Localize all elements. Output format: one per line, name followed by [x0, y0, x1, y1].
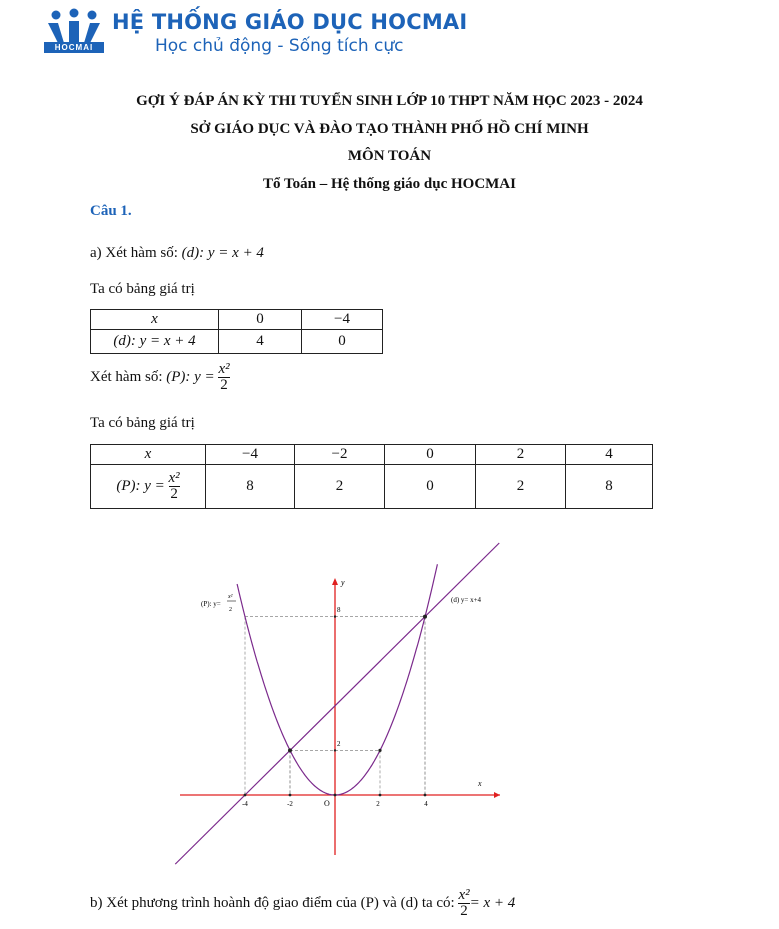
d-line-label: (d) y= x+4 [451, 596, 482, 604]
origin-label: O [324, 799, 330, 808]
table-p-row-label: (P): y = [116, 477, 165, 494]
x-tick-label: 4 [424, 800, 428, 808]
table-cell: 0 [219, 310, 302, 330]
line-d [175, 543, 499, 864]
y-tick-label: 8 [337, 606, 341, 614]
table-cell: 4 [566, 445, 653, 465]
x-tick-point [424, 794, 427, 797]
d-function: (d): y = x + 4 [181, 245, 264, 261]
table-cell: −4 [302, 310, 383, 330]
table-cell: 8 [566, 465, 653, 509]
x-axis-arrow [494, 792, 500, 798]
brand-title: HỆ THỐNG GIÁO DỤC HOCMAI [112, 10, 468, 34]
p-denominator: 2 [460, 903, 468, 919]
brand-slogan: Học chủ động - Sống tích cực [155, 36, 404, 56]
table-cell: 2 [295, 465, 385, 509]
x-tick-label: -2 [287, 800, 293, 808]
p-intro: Xét hàm số: [90, 368, 167, 385]
part-b-rhs: = x + 4 [469, 894, 516, 911]
parabola-curve [237, 564, 437, 795]
table-cell: 0 [385, 465, 476, 509]
graph-layer [175, 543, 500, 864]
curve-point [378, 749, 381, 752]
p-curve-label: (P): y= [201, 600, 221, 608]
question-label: Câu 1. [90, 203, 132, 219]
table-cell: x [91, 310, 219, 330]
x-tick-point [289, 794, 292, 797]
table-cell: 0 [302, 330, 383, 354]
p-numerator: x² [168, 470, 180, 486]
table-cell: x [91, 445, 206, 465]
x-tick-label: -4 [242, 800, 248, 808]
part-b-fraction [458, 888, 469, 919]
part-b-text: b) Xét phương trình hoành độ giao điểm của (P) và (d) ta có: [90, 894, 455, 911]
origin-point [334, 794, 337, 797]
table-cell: 2 [476, 465, 566, 509]
p-label: (P): y = [166, 368, 215, 385]
y-tick-label: 2 [337, 740, 341, 748]
part-a-intro: a) Xét hàm số: [90, 245, 182, 261]
p-numerator: x² [458, 887, 470, 903]
y-axis-label: y [341, 578, 345, 587]
table-p-intro: Ta có bảng giá trị [90, 415, 195, 431]
p-denominator: 2 [170, 486, 178, 502]
x-tick-point [379, 794, 382, 797]
x-tick-label: 2 [376, 800, 380, 808]
p-curve-label-den: 2 [229, 607, 232, 613]
table-cell: 0 [385, 445, 476, 465]
y-tick-point [334, 615, 336, 617]
p-numerator: x² [218, 361, 230, 377]
p-denominator: 2 [220, 377, 228, 393]
table-cell: 8 [206, 465, 295, 509]
title-line-1: GỢI Ý ĐÁP ÁN KỲ THI TUYỂN SINH LỚP 10 THPT NĂM HỌC 2023 - 2024 [136, 93, 643, 109]
table-d-intro: Ta có bảng giá trị [90, 281, 195, 297]
intersection-point [423, 615, 427, 619]
p-curve-label-num: x² [228, 594, 233, 600]
x-tick-point [244, 794, 247, 797]
title-line-3: MÔN TOÁN [347, 148, 432, 164]
title-line-2: SỞ GIÁO DỤC VÀ ĐÀO TẠO THÀNH PHỐ HỒ CHÍ MINH [190, 121, 589, 137]
table-cell: −2 [295, 445, 385, 465]
logo-tag: HOCMAI [44, 42, 104, 53]
part-b-line [90, 888, 515, 919]
y-axis-arrow [332, 578, 338, 585]
intersection-point [288, 748, 292, 752]
table-cell: −4 [206, 445, 295, 465]
table-cell: 2 [476, 445, 566, 465]
table-cell: (d): y = x + 4 [91, 330, 219, 354]
x-axis-label: x [478, 779, 482, 788]
table-cell: 4 [219, 330, 302, 354]
y-tick-point [334, 749, 336, 751]
title-line-4: Tổ Toán – Hệ thống giáo dục HOCMAI [263, 176, 516, 192]
